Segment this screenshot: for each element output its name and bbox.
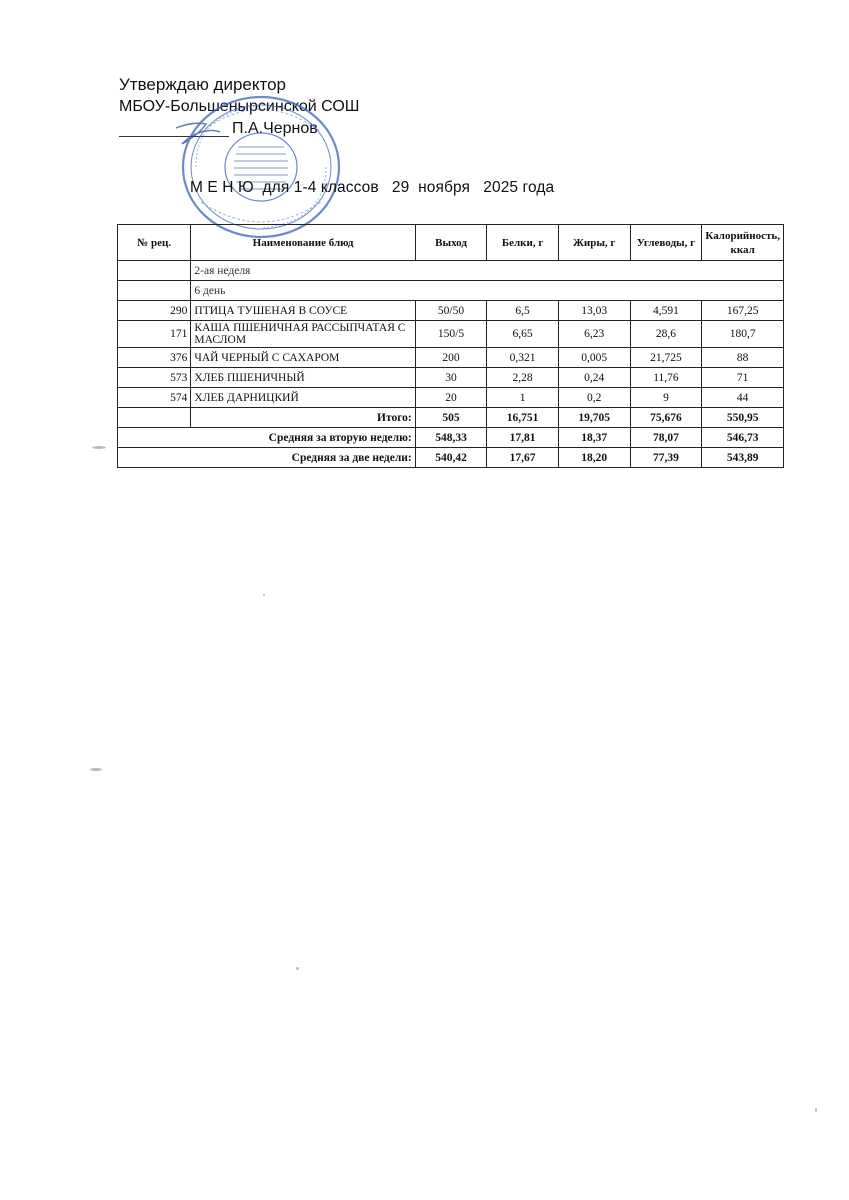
- header-dish: Наименование блюд: [191, 225, 415, 261]
- total-row: [118, 408, 784, 428]
- header-kcal: Калорийность, ккал: [702, 225, 784, 261]
- carbs-value: 9: [630, 388, 702, 408]
- header-yield: Выход: [415, 225, 487, 261]
- school-name: МБОУ-Большенырсинской СОШ: [119, 98, 360, 115]
- two-week-average-row: [118, 448, 784, 468]
- protein-value: 0,321: [487, 348, 559, 368]
- table-row: [118, 348, 784, 368]
- header-rec: № рец.: [118, 225, 191, 261]
- header-carbs: Углеводы, г: [630, 225, 702, 261]
- two-week-average-yield: 540,42: [415, 448, 487, 468]
- rec-number: 290: [118, 301, 191, 321]
- two-week-average-protein: 17,67: [487, 448, 559, 468]
- rec-number: 171: [118, 321, 191, 348]
- fat-value: 0,2: [558, 388, 630, 408]
- yield-value: 30: [415, 368, 487, 388]
- carbs-value: 28,6: [630, 321, 702, 348]
- scan-mark: [815, 1108, 817, 1112]
- total-yield: 505: [415, 408, 487, 428]
- scan-mark: [92, 446, 106, 449]
- two-week-average-kcal: 543,89: [702, 448, 784, 468]
- week-average-protein: 17,81: [487, 428, 559, 448]
- kcal-value: 180,7: [702, 321, 784, 348]
- scan-mark: [90, 768, 102, 771]
- header-fat: Жиры, г: [558, 225, 630, 261]
- scan-mark: [296, 967, 299, 970]
- fat-value: 6,23: [558, 321, 630, 348]
- menu-table: [117, 224, 784, 468]
- two-week-average-carbs: 77,39: [630, 448, 702, 468]
- signer-name: П.А.Чернов: [232, 120, 318, 137]
- kcal-value: 167,25: [702, 301, 784, 321]
- protein-value: 6,5: [487, 301, 559, 321]
- carbs-value: 4,591: [630, 301, 702, 321]
- week-average-carbs: 78,07: [630, 428, 702, 448]
- two-week-average-fat: 18,20: [558, 448, 630, 468]
- table-row: [118, 368, 784, 388]
- week-label: 2-ая неделя: [191, 261, 784, 281]
- kcal-value: 44: [702, 388, 784, 408]
- dish-name: ХЛЕБ ПШЕНИЧНЫЙ: [191, 368, 415, 388]
- official-stamp: [176, 92, 346, 242]
- dish-name: ЧАЙ ЧЕРНЫЙ С САХАРОМ: [191, 348, 415, 368]
- scan-mark: [263, 594, 265, 596]
- table-header-row: [118, 225, 784, 261]
- protein-value: 1: [487, 388, 559, 408]
- header-protein: Белки, г: [487, 225, 559, 261]
- table-row: [118, 301, 784, 321]
- two-week-average-label: Средняя за две недели:: [118, 448, 416, 468]
- week-row: [118, 261, 784, 281]
- dish-name: ХЛЕБ ДАРНИЦКИЙ: [191, 388, 415, 408]
- dish-name: ПТИЦА ТУШЕНАЯ В СОУСЕ: [191, 301, 415, 321]
- week-average-yield: 548,33: [415, 428, 487, 448]
- table-row: [118, 388, 784, 408]
- day-label: 6 день: [191, 281, 784, 301]
- yield-value: 150/5: [415, 321, 487, 348]
- week-average-kcal: 546,73: [702, 428, 784, 448]
- rec-number: 573: [118, 368, 191, 388]
- table-row: [118, 321, 784, 348]
- approval-title: Утверждаю директор: [119, 75, 287, 94]
- fat-value: 0,005: [558, 348, 630, 368]
- carbs-value: 11,76: [630, 368, 702, 388]
- protein-value: 6,65: [487, 321, 559, 348]
- total-protein: 16,751: [487, 408, 559, 428]
- fat-value: 0,24: [558, 368, 630, 388]
- total-fat: 19,705: [558, 408, 630, 428]
- total-label: Итого:: [191, 408, 415, 428]
- yield-value: 200: [415, 348, 487, 368]
- protein-value: 2,28: [487, 368, 559, 388]
- kcal-value: 71: [702, 368, 784, 388]
- day-row: [118, 281, 784, 301]
- week-average-fat: 18,37: [558, 428, 630, 448]
- yield-value: 50/50: [415, 301, 487, 321]
- total-carbs: 75,676: [630, 408, 702, 428]
- carbs-value: 21,725: [630, 348, 702, 368]
- fat-value: 13,03: [558, 301, 630, 321]
- kcal-value: 88: [702, 348, 784, 368]
- week-average-label: Средняя за вторую неделю:: [118, 428, 416, 448]
- rec-number: 376: [118, 348, 191, 368]
- menu-title: М Е Н Ю для 1-4 классов 29 ноября 2025 года: [190, 179, 555, 196]
- rec-number: 574: [118, 388, 191, 408]
- yield-value: 20: [415, 388, 487, 408]
- total-kcal: 550,95: [702, 408, 784, 428]
- dish-name: КАША ПШЕНИЧНАЯ РАССЫПЧАТАЯ С МАСЛОМ: [191, 321, 415, 348]
- week-average-row: [118, 428, 784, 448]
